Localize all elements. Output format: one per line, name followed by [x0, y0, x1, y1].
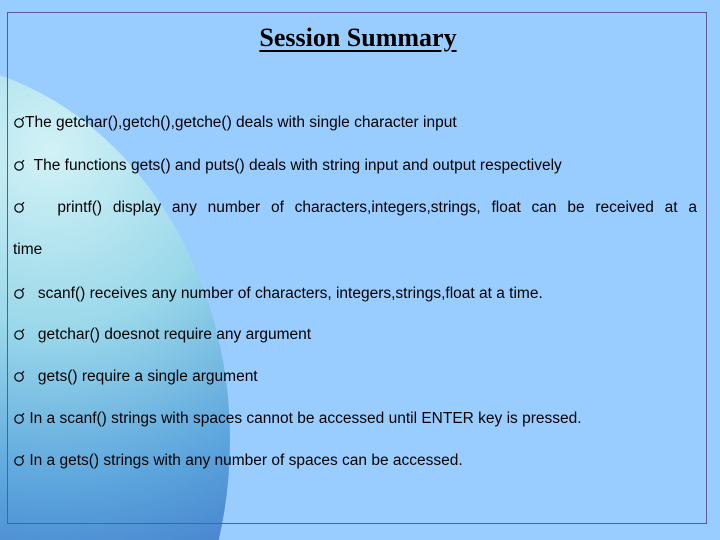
bullet-text: time	[13, 241, 43, 258]
bullet-text: printf() display any number of characters,integers,strings, float can be received at a	[57, 199, 697, 216]
bomb-bullet-icon	[13, 328, 25, 340]
bullet-text: The getchar(),getch(),getche() deals with single character input	[25, 114, 457, 131]
bomb-bullet-icon	[13, 287, 25, 299]
slide-title: Session Summary	[259, 23, 457, 52]
bullet-item	[13, 326, 311, 344]
bullet-item	[13, 114, 457, 132]
bomb-bullet-icon	[13, 412, 25, 424]
bomb-bullet-icon	[13, 159, 25, 171]
bullet-continuation	[13, 241, 42, 259]
bullet-text: In a scanf() strings with spaces cannot be accessed until ENTER key is pressed.	[29, 410, 582, 427]
bullet-text: The functions gets() and puts() deals with string input and output respectively	[33, 157, 562, 174]
bullet-item	[13, 452, 463, 470]
slide-frame	[7, 12, 707, 524]
bullet-item	[13, 285, 543, 303]
bomb-bullet-icon	[13, 116, 25, 128]
bullet-text: In a gets() strings with any number of spaces can be accessed.	[29, 452, 463, 469]
bullet-text: getchar() doesnot require any argument	[37, 326, 312, 343]
bomb-bullet-icon	[13, 454, 25, 466]
bullet-item	[13, 199, 697, 217]
bomb-bullet-icon	[13, 370, 25, 382]
bullet-item	[13, 410, 582, 428]
bullet-item	[13, 157, 562, 175]
bullet-item	[13, 368, 258, 386]
bullet-text: scanf() receives any number of characters, integers,strings,float at a time.	[37, 285, 543, 302]
bullet-text: gets() require a single argument	[37, 368, 258, 385]
bomb-bullet-icon	[13, 201, 25, 213]
